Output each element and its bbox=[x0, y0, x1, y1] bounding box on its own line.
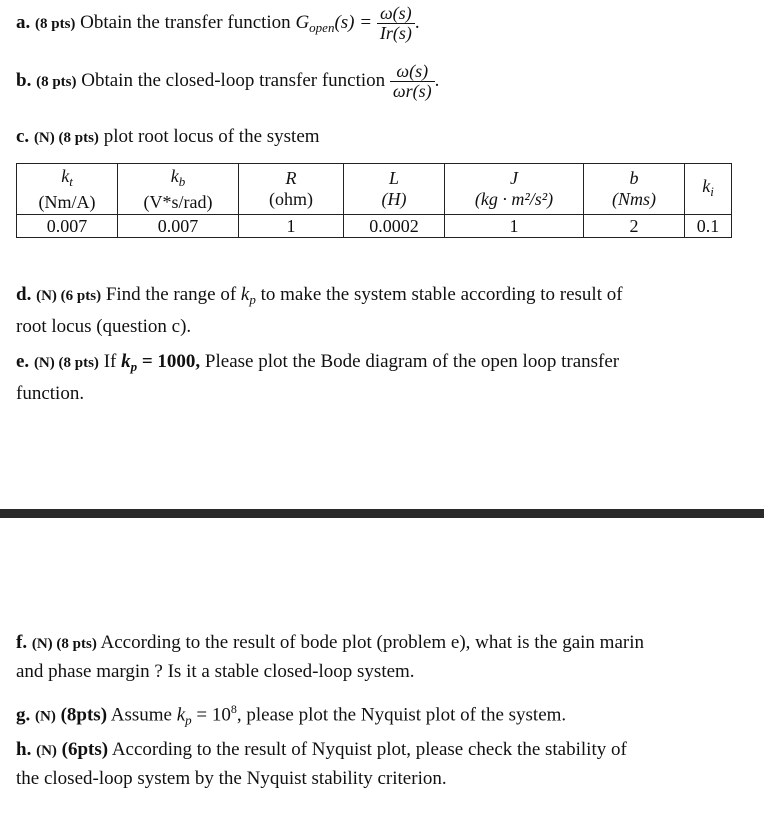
fraction bbox=[377, 4, 415, 43]
question-letter: c. bbox=[16, 126, 30, 147]
fraction-numerator: ω(s) bbox=[377, 4, 415, 24]
function-symbol: G bbox=[295, 11, 310, 33]
table-header-cell bbox=[118, 164, 239, 215]
question-letter: h. bbox=[16, 739, 32, 760]
question-text: According to the result of Nyquist plot, please check the stability of bbox=[111, 739, 627, 760]
parameter-table bbox=[16, 163, 732, 238]
header-symbol: b bbox=[629, 168, 639, 188]
variable: k bbox=[176, 704, 186, 726]
table-cell: 0.1 bbox=[685, 215, 732, 238]
variable-subscript: p bbox=[130, 359, 138, 374]
question-text: Please plot the Bode diagram of the open loop transfer bbox=[204, 351, 620, 372]
fraction bbox=[390, 62, 435, 101]
question-text: root locus (question c). bbox=[16, 316, 192, 337]
table-cell: 0.007 bbox=[17, 215, 118, 238]
variable-subscript: p bbox=[249, 292, 256, 307]
question-text: and phase margin ? Is it a stable closed-loop system. bbox=[16, 661, 415, 682]
header-unit: (Nms) bbox=[612, 189, 656, 209]
header-unit: (V*s/rad) bbox=[143, 191, 213, 212]
variable-value: = 1000, bbox=[141, 351, 201, 372]
table-header-cell bbox=[344, 164, 445, 215]
header-symbol: k bbox=[702, 176, 711, 196]
variable-exponent: 8 bbox=[230, 702, 237, 716]
question-points: (8 pts) bbox=[35, 15, 76, 32]
question-h bbox=[16, 736, 736, 792]
fraction-numerator: ω(s) bbox=[390, 62, 435, 82]
header-symbol: J bbox=[510, 168, 518, 188]
question-points: (N) (8 pts) bbox=[33, 355, 99, 371]
header-symbol: k bbox=[61, 165, 70, 186]
question-text: to make the system stable according to result of bbox=[260, 284, 623, 305]
question-letter: d. bbox=[16, 284, 32, 305]
question-text: plot root locus of the system bbox=[103, 126, 320, 147]
variable-value: = 10 bbox=[196, 704, 231, 726]
variable: k bbox=[240, 284, 250, 305]
fraction-denominator: Ir(s) bbox=[379, 22, 412, 43]
question-text: the closed-loop system by the Nyquist stability criterion. bbox=[16, 768, 447, 789]
table-header-cell bbox=[17, 164, 118, 215]
question-points: (N) (6 pts) bbox=[36, 288, 102, 304]
function-argument: (s) = bbox=[334, 11, 373, 33]
table-header-row bbox=[17, 164, 732, 215]
question-points: (8 pts) bbox=[36, 73, 77, 90]
table-header-cell bbox=[445, 164, 584, 215]
question-points: (N) bbox=[36, 743, 57, 759]
header-symbol: R bbox=[285, 168, 297, 188]
variable: k bbox=[121, 351, 131, 372]
fraction-denominator: ωr(s) bbox=[392, 80, 432, 101]
question-letter: g. bbox=[16, 704, 31, 726]
question-f bbox=[16, 629, 736, 685]
header-symbol: k bbox=[170, 165, 179, 186]
table-header-cell bbox=[685, 164, 732, 215]
question-letter: a. bbox=[16, 11, 31, 33]
header-symbol: L bbox=[388, 168, 399, 188]
question-text: function. bbox=[16, 383, 85, 404]
table-cell: 0.0002 bbox=[344, 215, 445, 238]
question-letter: e. bbox=[16, 351, 30, 372]
variable-subscript: p bbox=[185, 712, 192, 728]
question-points: (N) bbox=[35, 708, 56, 725]
question-letter: f. bbox=[16, 632, 28, 653]
question-points-bold: (8pts) bbox=[60, 704, 108, 726]
question-text: , please plot the Nyquist plot of the system. bbox=[236, 704, 567, 726]
question-c bbox=[16, 126, 320, 148]
header-subscript: b bbox=[178, 173, 186, 189]
question-tail: . bbox=[414, 11, 420, 33]
table-cell: 1 bbox=[445, 215, 584, 238]
question-d bbox=[16, 281, 736, 340]
question-text: Obtain the transfer function bbox=[80, 11, 291, 33]
question-g bbox=[16, 696, 736, 733]
header-unit: (ohm) bbox=[269, 189, 313, 209]
table-header-cell bbox=[239, 164, 344, 215]
question-a bbox=[16, 4, 420, 43]
table-cell: 0.007 bbox=[118, 215, 239, 238]
question-text: According to the result of bode plot (problem e), what is the gain marin bbox=[100, 632, 644, 653]
question-points: (N) (8 pts) bbox=[31, 636, 97, 652]
question-points-bold: (6pts) bbox=[61, 739, 109, 760]
header-unit: (Nm/A) bbox=[38, 191, 96, 212]
header-subscript: i bbox=[710, 184, 714, 199]
table-cell: 1 bbox=[239, 215, 344, 238]
table-cell: 2 bbox=[584, 215, 685, 238]
table-row bbox=[17, 215, 732, 238]
header-subscript: t bbox=[69, 173, 73, 189]
function-subscript: open bbox=[309, 19, 335, 35]
question-e bbox=[16, 348, 736, 407]
question-b bbox=[16, 62, 439, 101]
header-unit: (kg · m²/s²) bbox=[474, 189, 554, 209]
question-text: Obtain the closed-loop transfer function bbox=[81, 69, 386, 91]
question-points: (N) (8 pts) bbox=[33, 130, 99, 146]
question-text: Find the range of bbox=[105, 284, 237, 305]
section-divider bbox=[0, 509, 764, 518]
header-unit: (H) bbox=[381, 189, 407, 209]
question-letter: b. bbox=[16, 69, 32, 91]
question-text: Assume bbox=[110, 704, 172, 726]
question-tail: . bbox=[434, 69, 440, 91]
table-header-cell bbox=[584, 164, 685, 215]
question-text: If bbox=[103, 351, 117, 372]
